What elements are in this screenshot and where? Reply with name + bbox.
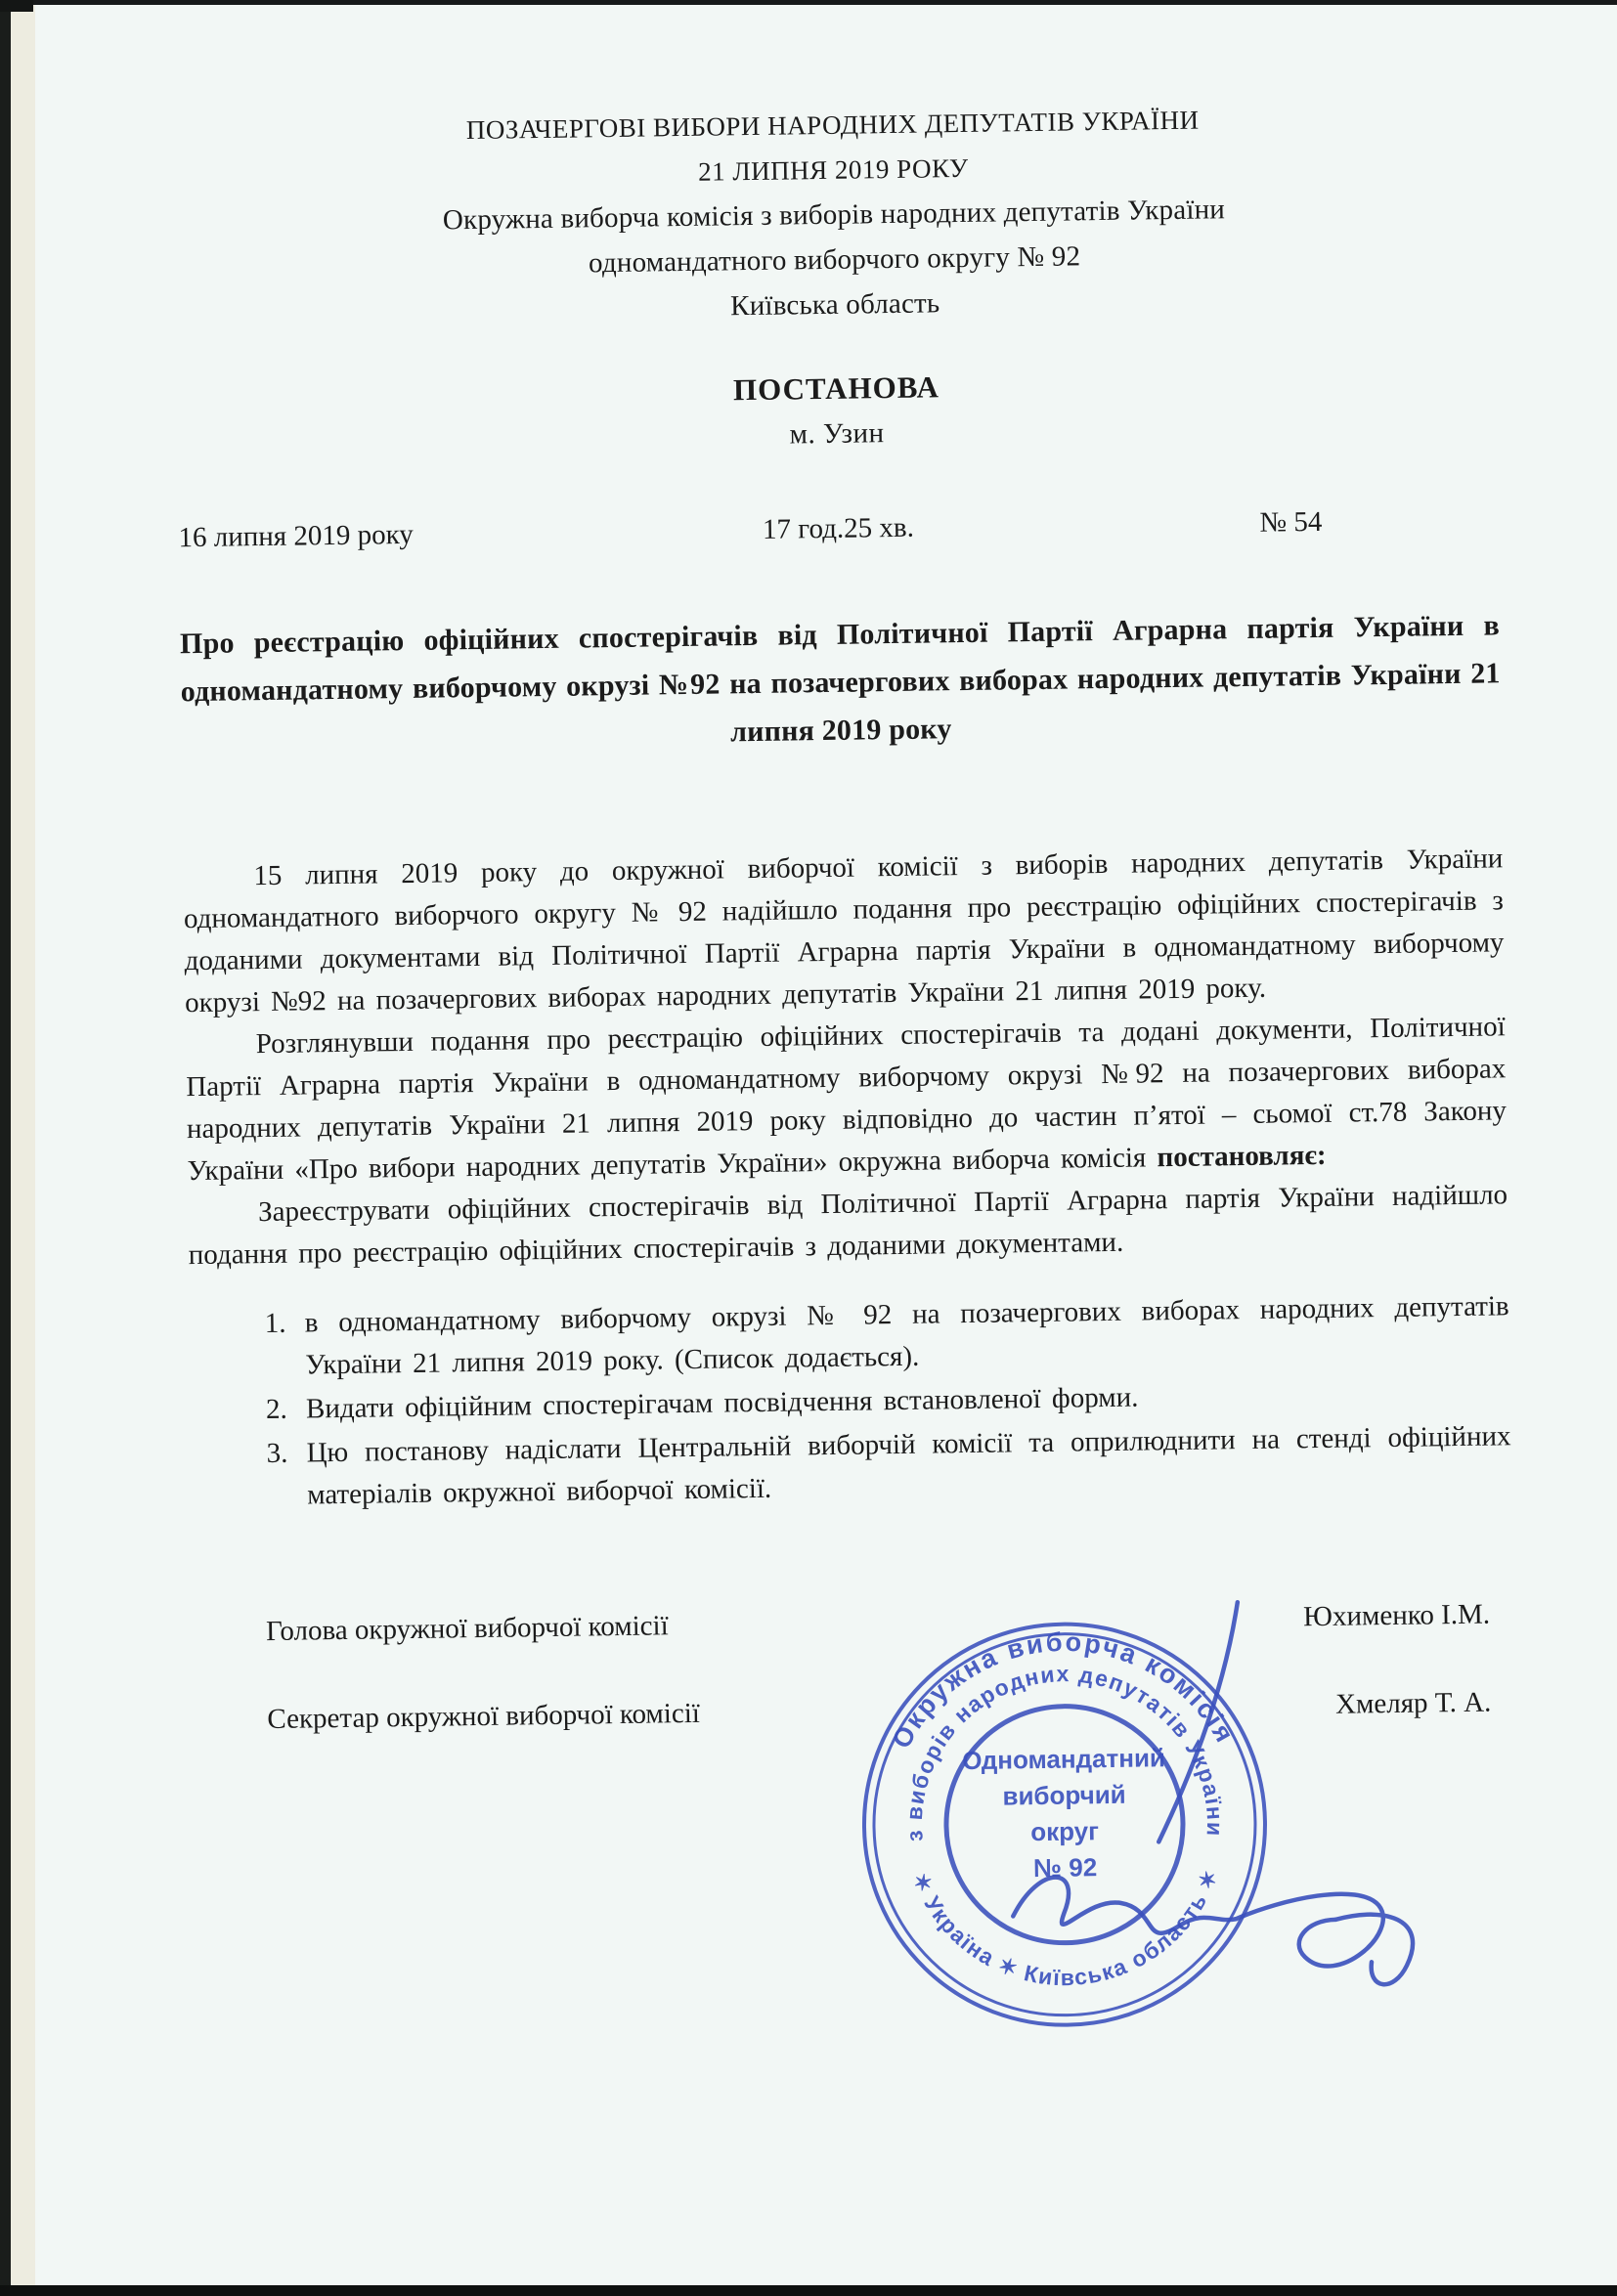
svg-text:✶ Україна ✶ Київська область ✶: [907, 1865, 1225, 1993]
scan-edge-corner: [0, 0, 33, 12]
signature-row-secretary: [195, 1680, 1514, 1742]
paragraph-2: [185, 1006, 1507, 1192]
signature-row-head: [194, 1592, 1513, 1654]
list-item-2: 2. Видати офіційним спостерігачам посвідчення встановленої форми.: [298, 1371, 1510, 1430]
paragraph-2-text: Розглянувши подання про реєстрацію офіційних спостерігачів та додані документи, Політичної Партії Аграрна партія України в одномандатному виборчому окрузі №92 на позачергових виборах народних депутатів України 21 липня 2019 року відповідно до частин п’ятої – сьомої ст.78 Закону України «Про вибори народних депутатів України» окружна виборча комісія: [186, 1011, 1508, 1188]
document-type-title: ПОСТАНОВА: [732, 369, 940, 408]
signature-block: [194, 1592, 1515, 1742]
meta-date: 16 липня 2019 року: [178, 518, 415, 554]
signature-role-head: Голова окружної виборчої комісії: [265, 1610, 669, 1648]
resolution-list: [189, 1285, 1511, 1518]
header-election-title: ПОЗАЧЕРГОВІ ВИБОРИ НАРОДНИХ ДЕПУТАТІВ УКРАЇНИ: [465, 105, 1200, 146]
paragraph-1: 15 липня 2019 року до окружної виборчої комісії з виборів народних депутатів України одномандатного виборчого округу № 92 надійшло подання про реєстрацію офіційних спостерігачів з доданими документами від Політичної Партії Аграрна партія України в одномандатному виборчому окрузі №92 на позачергових виборах народних депутатів України 21 липня 2019 року.: [183, 843, 1505, 1019]
signature-role-secretary: Секретар окружної виборчої комісії: [267, 1697, 701, 1736]
header-district: одномандатного виборчого округу № 92: [588, 240, 1081, 280]
stamp-ring-bottom-text: ✶ Україна ✶ Київська область ✶: [907, 1865, 1224, 1991]
list-item-1: 1. в одномандатному виборчому окрузі № 92 на позачергових виборах народних депутатів України 21 липня 2019 року. (Список додається).: [296, 1285, 1509, 1386]
meta-row: [178, 498, 1498, 559]
paragraph-3: Зареєструвати офіційних спостерігачів від Політичної Партії Аграрна партія України надійшло подання про реєстрацію офіційних спостерігачів з доданими документами.: [188, 1179, 1508, 1272]
stamp-center-line2: виборчий: [1002, 1779, 1126, 1811]
meta-time: 17 год.25 хв.: [762, 511, 915, 545]
stamp-center-line4: № 92: [1032, 1852, 1098, 1884]
stamp-ring-mid-text: з виборів народних депутатів України: [900, 1661, 1229, 1843]
document-header: [172, 93, 1495, 336]
stamp-ring-top-text: Окружна виборча комісія: [886, 1626, 1241, 1754]
scan-edge-left: [0, 0, 11, 2285]
paragraph-2-resolves-word: постановляє:: [1157, 1139, 1327, 1174]
stamp-center-line1: Одномандатний: [961, 1743, 1166, 1776]
signature-name-secretary: Хмеляр Т. А.: [1334, 1686, 1492, 1720]
document-place: м. Узин: [789, 417, 885, 451]
stamp-center-line3: округ: [1030, 1816, 1100, 1847]
list-item-3: 3. Цю постанову надіслати Центральній виборчій комісії та оприлюднити на стенді офіційних матеріалів окружної виборчої комісії.: [298, 1415, 1511, 1516]
meta-number: № 54: [1259, 505, 1323, 539]
resolution-body: [183, 838, 1508, 1277]
header-election-date: 21 ЛИПНЯ 2019 РОКУ: [697, 152, 969, 187]
document-page: [22, 0, 1617, 2296]
signature-name-head: Юхименко І.М.: [1302, 1598, 1491, 1633]
header-region: Київська область: [729, 287, 940, 323]
resolution-subject: Про реєстрацію офіційних спостерігачів від Політичної Партії Аграрна партія України в одномандатному виборчому окрузі №92 на позачергових виборах народних депутатів України 21 липня 2019 року: [179, 609, 1501, 749]
header-commission: Окружна виборча комісія з виборів народних депутатів України: [442, 194, 1226, 237]
